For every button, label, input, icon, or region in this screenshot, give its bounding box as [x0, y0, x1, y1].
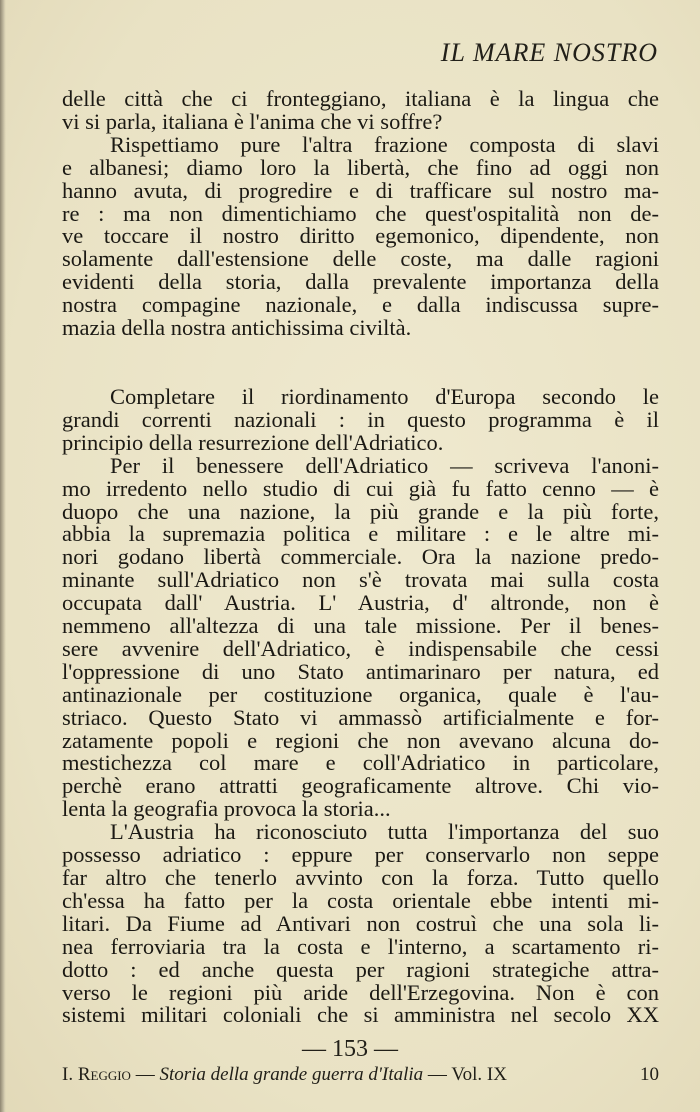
- text-line: mazia della nostra antichissima civiltà.: [62, 315, 412, 341]
- text-line: hanno avuta, di progredire e di trafficare sul nostro ma-: [62, 177, 659, 203]
- text-line: Rispettiamo pure l'altra frazione composta di slavi: [110, 131, 659, 157]
- text-line: re : ma non dimentichiamo che quest'ospitalità non de-: [62, 200, 659, 226]
- text-line: dotto : ed anche questa per ragioni strategiche attra-: [62, 956, 659, 982]
- paragraph-2: [62, 131, 659, 341]
- body-text: [62, 88, 659, 1027]
- text-line: antinazionale per costituzione organica, quale è l'au-: [62, 681, 659, 707]
- text-line: perchè erano attratti geograficamente altrove. Chi vio-: [62, 773, 659, 799]
- footer-volume: Vol. IX: [451, 1064, 507, 1085]
- text-line: zatamente popoli e regioni che non avevano alcuna do-: [62, 727, 659, 753]
- text-line: lenta la geografia provoca la storia...: [62, 796, 391, 822]
- text-line: striaco. Questo Stato vi ammassò artificialmente e for-: [62, 704, 659, 730]
- text-line: minante sull'Adriatico non s'è trovata mai sulla costa: [62, 567, 659, 593]
- text-line: grandi correnti nazionali : in questo programma è il: [62, 406, 659, 432]
- page-number: — 153 —: [302, 1036, 398, 1062]
- text-line: possesso adriatico : eppure per conservarlo non seppe: [62, 842, 659, 868]
- text-line: ve toccare il nostro diritto egemonico, dipendente, non: [62, 223, 659, 249]
- running-title: IL MARE NOSTRO: [440, 38, 658, 67]
- text-line: evidenti della storia, dalla prevalente importanza della: [62, 269, 659, 295]
- text-line: L'Austria ha riconosciuto tutta l'importanza del suo: [110, 819, 659, 845]
- footer-dash: —: [130, 1064, 160, 1085]
- text-line: sere avvenire dell'Adriatico, è indispensabile che cessi: [62, 635, 659, 661]
- footer-work-title: Storia della grande guerra d'Italia: [159, 1064, 424, 1085]
- text-line: verso le regioni più aride dell'Erzegovina. Non è con: [62, 979, 659, 1005]
- text-line: Per il benessere dell'Adriatico — scriveva l'anoni-: [110, 452, 659, 478]
- text-line: abbia la supremazia politica e militare : e le altre mi-: [62, 521, 659, 547]
- page-spine-shadow: [0, 0, 6, 1112]
- text-line: litari. Da Fiume ad Antivari non costruì che una sola li-: [62, 910, 659, 936]
- text-line: solamente dall'estensione delle coste, ma dalle ragioni: [62, 246, 659, 272]
- paragraph-1: [62, 88, 659, 134]
- text-line: nea ferroviaria tra la costa e l'interno, a scartamento ri-: [62, 933, 659, 959]
- signature-mark: 10: [640, 1064, 659, 1085]
- text-line: mestichezza col mare e coll'Adriatico in particolare,: [62, 750, 659, 776]
- text-line: delle città che ci fronteggiano, italiana è la lingua che: [62, 86, 659, 111]
- paragraph-5: [62, 821, 659, 1027]
- text-line: far altro che tenerlo avvinto con la forza. Tutto quello: [62, 865, 659, 890]
- text-line: nemmeno all'altezza di una tale missione. Per il benes-: [62, 613, 659, 639]
- text-line: nori godano libertà commerciale. Ora la nazione predo-: [62, 544, 659, 570]
- text-line: nostra compagine nazionale, e dalla indiscussa supre-: [62, 292, 659, 318]
- text-line: sistemi militari coloniali che si amministra nel secolo XX: [62, 1002, 659, 1028]
- text-line: mo irredento nello studio di cui già fu fatto cenno — è: [62, 475, 659, 501]
- paragraph-3: [62, 383, 659, 455]
- bibliographic-footer: [62, 1064, 659, 1086]
- section-break: [62, 340, 659, 386]
- text-line: l'oppressione di uno Stato antimarinaro per natura, ed: [62, 658, 659, 684]
- text-line: vi si parla, italiana è l'anima che vi soffre?: [62, 108, 443, 134]
- text-line: Completare il riordinamento d'Europa secondo le: [110, 383, 659, 409]
- text-line: ch'essa ha fatto per la costa orientale ebbe intenti mi-: [62, 887, 659, 913]
- footer-dash: —: [423, 1064, 452, 1085]
- footer-citation: [62, 1064, 507, 1086]
- text-line: e albanesi; diamo loro la libertà, che fino ad oggi non: [62, 154, 659, 180]
- text-line: duopo che una nazione, la più grande e la più forte,: [62, 498, 659, 524]
- text-line: principio della resurrezione dell'Adriatico.: [62, 429, 444, 455]
- footer-author: I. Reggio: [62, 1064, 131, 1085]
- text-line: occupata dall' Austria. L' Austria, d' altronde, non è: [62, 590, 659, 616]
- paragraph-4: [62, 452, 659, 822]
